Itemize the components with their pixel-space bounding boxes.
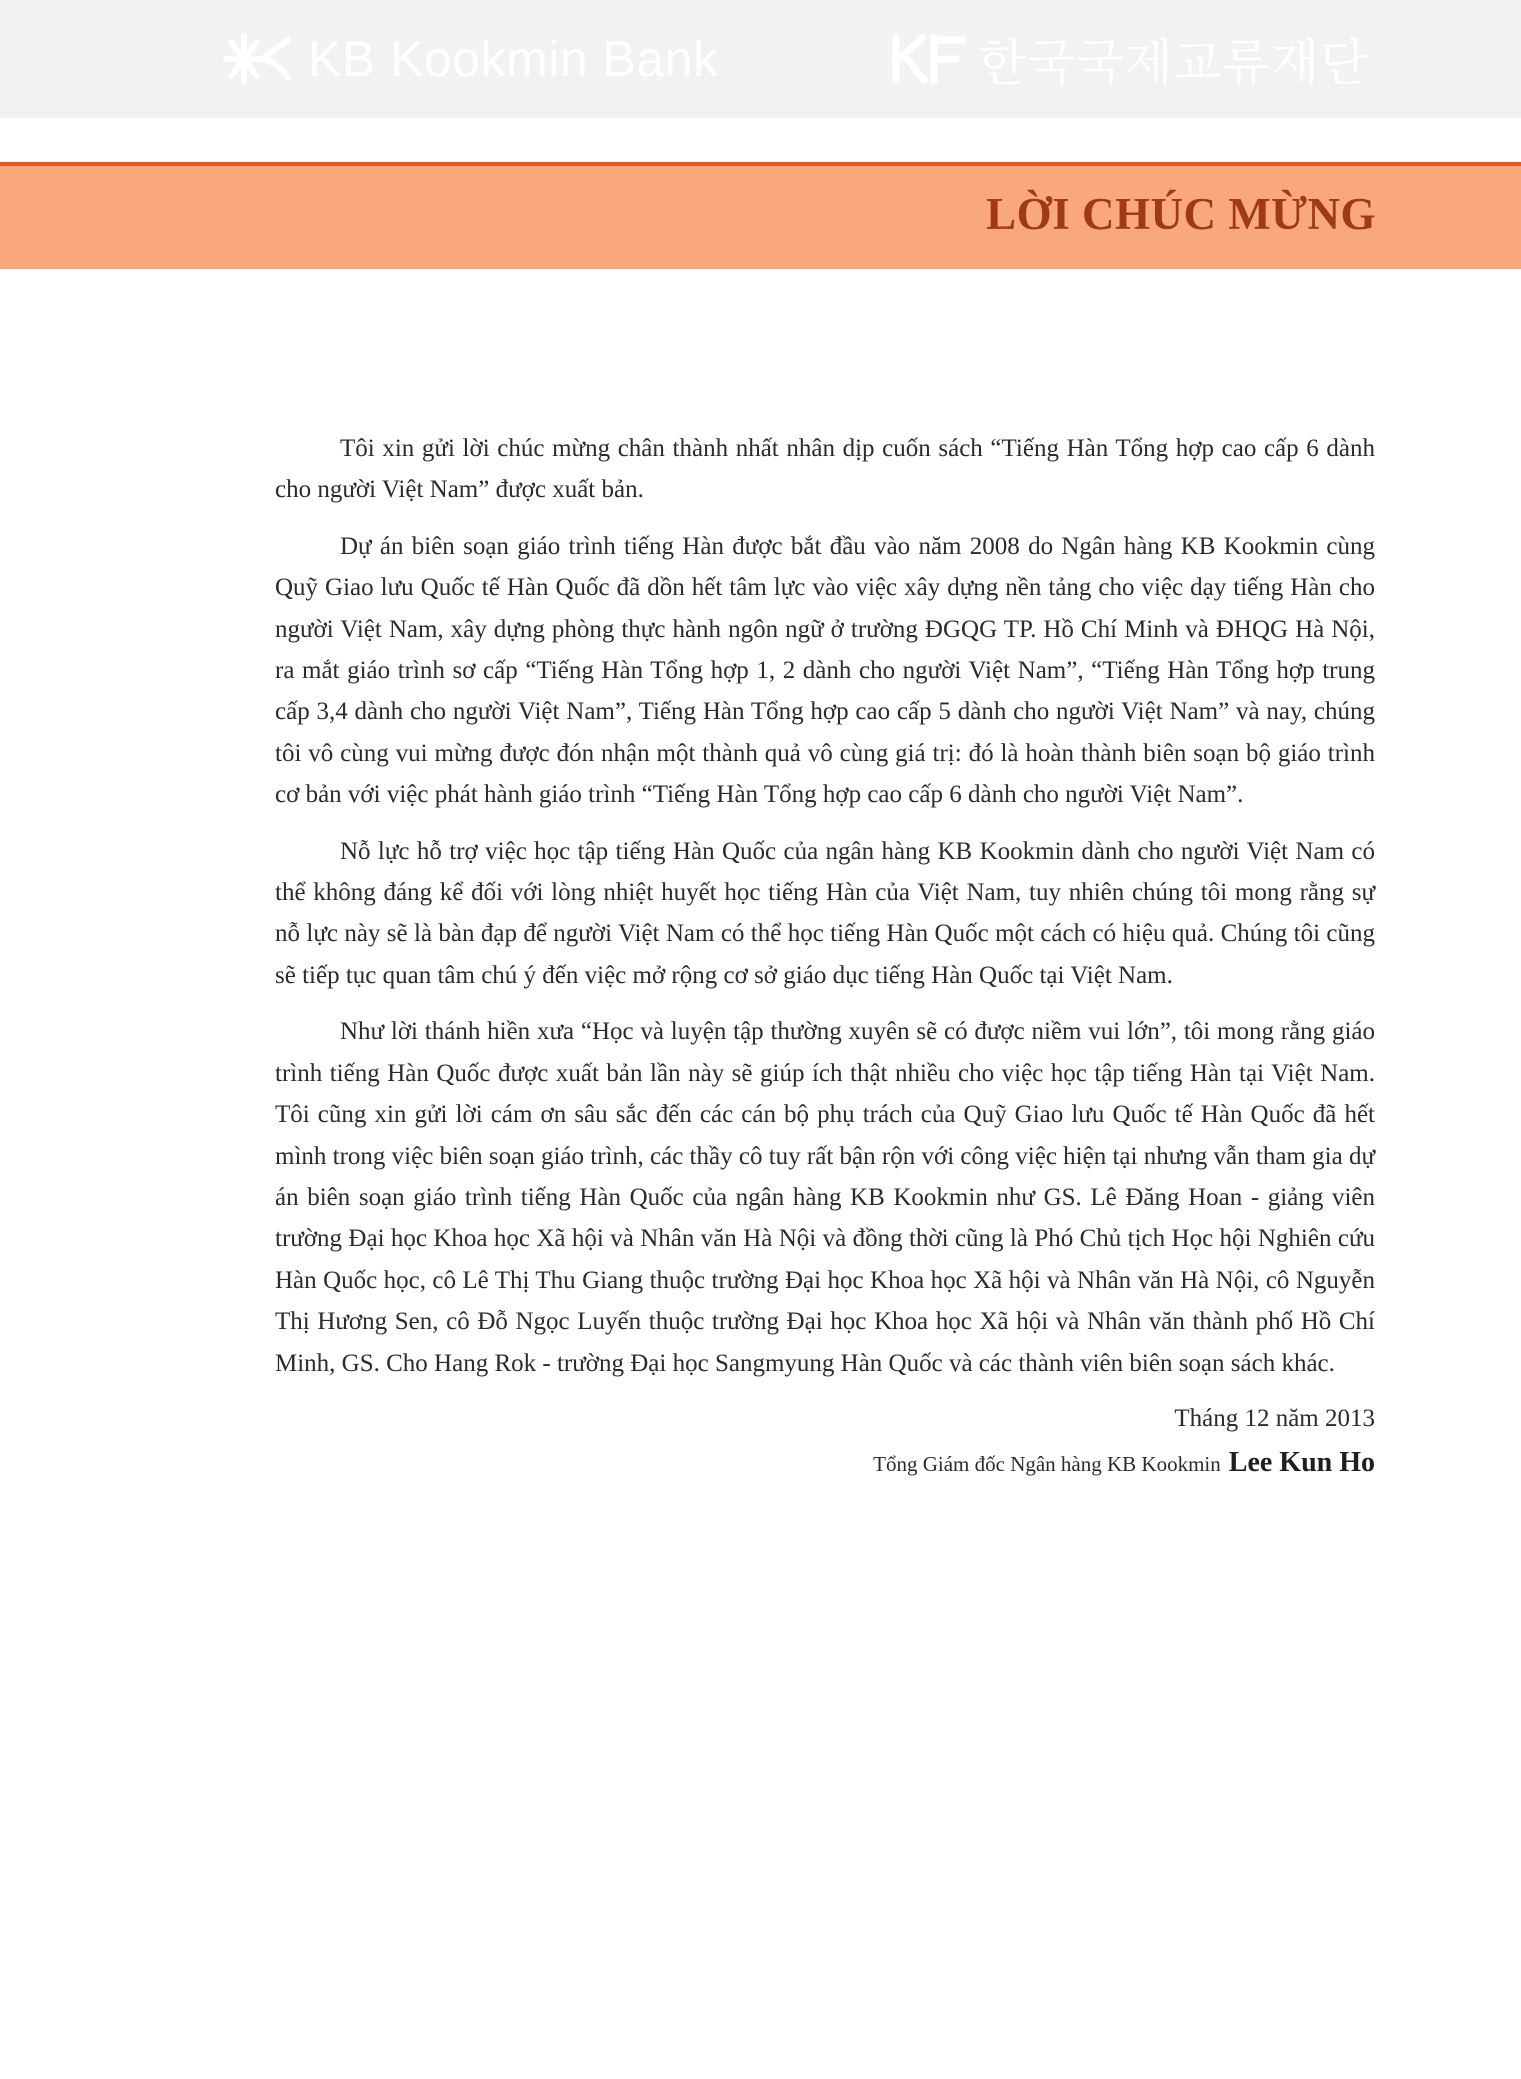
letter-body bbox=[275, 428, 1375, 1489]
kf-mark-icon bbox=[888, 32, 966, 86]
header-band bbox=[0, 0, 1521, 118]
signatory-name: Lee Kun Ho bbox=[1228, 1446, 1375, 1478]
kb-kookmin-logo-text: KB Kookmin Bank bbox=[308, 31, 719, 87]
kf-foundation-logo-text: 한국국제교류재단 bbox=[978, 35, 1369, 91]
signature-line bbox=[275, 1441, 1375, 1489]
paragraph-4: Như lời thánh hiền xưa “Học và luyện tập thường xuyên sẽ có được niềm vui lớn”, tôi mong rằng giáo trình tiếng Hàn Quốc được xuất bản lần này sẽ giúp ích thật nhiều cho việc học tập tiếng Hàn tại Việt Nam. Tôi cũng xin gửi lời cám ơn sâu sắc đến các cán bộ phụ trách của Quỹ Giao lưu Quốc tế Hàn Quốc đã hết mình trong việc biên soạn giáo trình, các thầy cô tuy rất bận rộn với công việc hiện tại nhưng vẫn tham gia dự án biên soạn giáo trình tiếng Hàn Quốc của ngân hàng KB Kookmin như GS. Lê Đăng Hoan - giảng viên trường Đại học Khoa học Xã hội và Nhân văn Hà Nội và đồng thời cũng là Phó Chủ tịch Học hội Nghiên cứu Hàn Quốc học, cô Lê Thị Thu Giang thuộc trường Đại học Khoa học Xã hội và Nhân văn Hà Nội, cô Nguyễn Thị Hương Sen, cô Đỗ Ngọc Luyến thuộc trường Đại học Khoa học Xã hội và Nhân văn thành phố Hồ Chí Minh, GS. Cho Hang Rok - trường Đại học Sangmyung Hàn Quốc và các thành viên biên soạn sách khác. bbox=[275, 1018, 1375, 1377]
page-title: LỜI CHÚC MỪNG bbox=[986, 189, 1376, 239]
letter-date: Tháng 12 năm 2013 bbox=[1174, 1404, 1375, 1432]
title-band bbox=[0, 162, 1521, 269]
kf-foundation-logo bbox=[888, 28, 1368, 90]
paragraph-1: Tôi xin gửi lời chúc mừng chân thành nhất nhân dịp cuốn sách “Tiếng Hàn Tổng hợp cao cấp 6 dành cho người Việt Nam” được xuất bản. bbox=[275, 435, 1375, 504]
kb-star-icon bbox=[222, 32, 296, 86]
paragraph-3: Nỗ lực hỗ trợ việc học tập tiếng Hàn Quốc của ngân hàng KB Kookmin dành cho người Việt Nam có thể không đáng kể đối với lòng nhiệt huyết học tiếng Hàn của Việt Nam, tuy nhiên chúng tôi mong rằng sự nỗ lực này sẽ là bàn đạp để người Việt Nam có thể học tiếng Hàn Quốc một cách có hiệu quả. Chúng tôi cũng sẽ tiếp tục quan tâm chú ý đến việc mở rộng cơ sở giáo dục tiếng Hàn Quốc tại Việt Nam. bbox=[275, 837, 1375, 989]
kb-kookmin-logo bbox=[222, 28, 718, 90]
paragraph-2: Dự án biên soạn giáo trình tiếng Hàn được bắt đầu vào năm 2008 do Ngân hàng KB Kookmin cùng Quỹ Giao lưu Quốc tế Hàn Quốc đã dồn hết tâm lực vào việc xây dựng nền tảng cho việc dạy tiếng Hàn cho người Việt Nam, xây dựng phòng thực hành ngôn ngữ ở trường ĐGQG TP. Hồ Chí Minh và ĐHQG Hà Nội, ra mắt giáo trình sơ cấp “Tiếng Hàn Tổng hợp 1, 2 dành cho người Việt Nam”, “Tiếng Hàn Tổng hợp trung cấp 3,4 dành cho người Việt Nam”, Tiếng Hàn Tổng hợp cao cấp 5 dành cho người Việt Nam” và nay, chúng tôi vô cùng vui mừng được đón nhận một thành quả vô cùng giá trị: đó là hoàn thành biên soạn bộ giáo trình cơ bản với việc phát hành giáo trình “Tiếng Hàn Tổng hợp cao cấp 6 dành cho người Việt Nam”. bbox=[275, 532, 1375, 809]
signatory-role: Tổng Giám đốc Ngân hàng KB Kookmin bbox=[873, 1451, 1221, 1476]
